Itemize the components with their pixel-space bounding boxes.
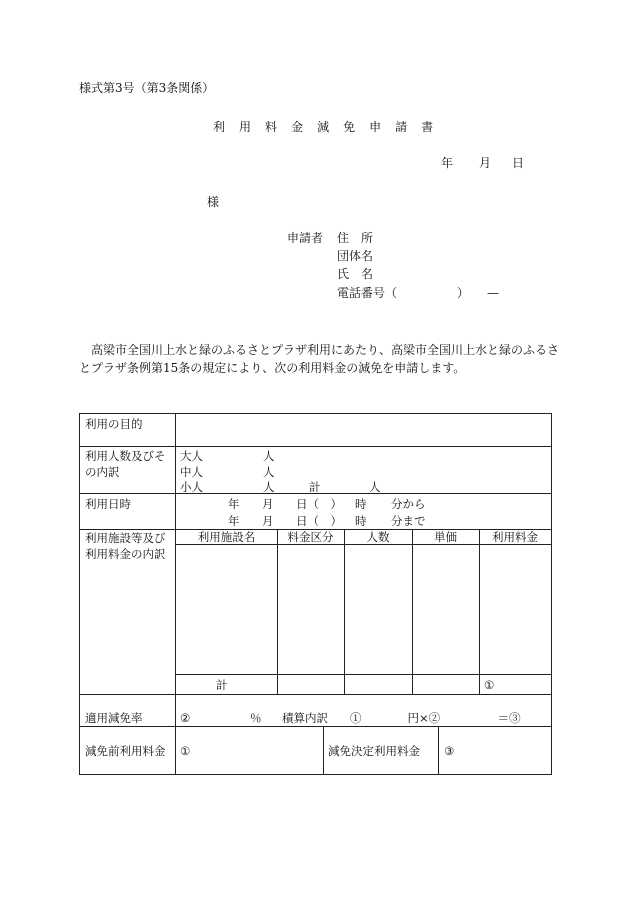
title-char: 利 bbox=[213, 120, 226, 134]
applicant-address: 住 所 bbox=[337, 231, 374, 245]
date-day: 日 bbox=[512, 156, 525, 170]
end-hour: 時 bbox=[355, 514, 367, 528]
col-header-fee-class: 料金区分 bbox=[287, 530, 334, 544]
child-label: 小人 bbox=[180, 480, 203, 494]
middle-unit: 人 bbox=[263, 465, 275, 479]
facility-sum-mark: ① bbox=[484, 678, 495, 692]
body-text-line: 高梁市全国川上水と緑のふるさとプラザ利用にあたり、高梁市全国川上水と緑のふるさ bbox=[79, 343, 560, 357]
end-month: 月 bbox=[262, 514, 274, 528]
addressee-honorific: 様 bbox=[207, 195, 220, 209]
end-year: 年 bbox=[228, 514, 240, 528]
col-header-fee: 利用料金 bbox=[492, 530, 538, 544]
rate-percent: ％ bbox=[250, 711, 262, 725]
start-hour: 時 bbox=[355, 497, 367, 511]
purpose-label: 利用の目的 bbox=[85, 417, 143, 431]
decided-fee-mark: ③ bbox=[444, 744, 455, 758]
datetime-label: 利用日時 bbox=[85, 497, 131, 511]
document-title bbox=[213, 120, 433, 134]
applicant-name: 氏 名 bbox=[337, 267, 374, 281]
title-char: 申 bbox=[369, 120, 382, 134]
end-minute: 分まで bbox=[391, 514, 426, 528]
body-text-line: とプラザ条例第15条の規定により、次の利用料金の減免を申請します。 bbox=[79, 361, 466, 375]
col-header-unit-price: 単価 bbox=[434, 530, 457, 544]
title-char: 書 bbox=[421, 120, 434, 134]
start-day: 日（ ） bbox=[296, 497, 342, 511]
title-char: 請 bbox=[395, 120, 408, 134]
before-fee-mark: ① bbox=[180, 744, 191, 758]
applicant-phone: 電話番号（ ） — bbox=[337, 286, 500, 300]
middle-label: 中人 bbox=[180, 465, 203, 479]
before-fee-label: 減免前利用料金 bbox=[85, 744, 166, 758]
people-label: の内訳 bbox=[85, 465, 120, 479]
facility-label: 利用料金の内訳 bbox=[85, 547, 166, 561]
date-line bbox=[441, 156, 524, 170]
rate-mark: ② bbox=[180, 711, 191, 725]
people-total-unit: 人 bbox=[369, 480, 381, 494]
end-day: 日（ ） bbox=[296, 514, 342, 528]
people-label: 利用人数及びそ bbox=[85, 449, 166, 463]
facility-label: 利用施設等及び bbox=[85, 531, 166, 545]
title-char: 減 bbox=[317, 120, 330, 134]
date-month: 月 bbox=[479, 156, 492, 170]
applicant-label: 申請者 bbox=[287, 231, 324, 245]
col-header-count: 人数 bbox=[366, 530, 390, 544]
adult-label: 大人 bbox=[180, 449, 203, 463]
purpose-field[interactable] bbox=[177, 415, 550, 445]
facility-sum-label: 計 bbox=[216, 678, 228, 692]
title-char: 料 bbox=[265, 120, 278, 134]
child-unit: 人 bbox=[263, 480, 275, 494]
calc-label: 積算内訳 bbox=[282, 711, 328, 725]
calc-formula: ① 円×② ＝③ bbox=[350, 711, 521, 725]
date-year: 年 bbox=[441, 156, 454, 170]
form-number: 様式第3号（第3条関係） bbox=[79, 81, 215, 95]
col-header-facility: 利用施設名 bbox=[197, 530, 256, 544]
application-table bbox=[79, 413, 552, 775]
title-char: 免 bbox=[343, 120, 356, 134]
start-year: 年 bbox=[228, 497, 240, 511]
decided-fee-label: 減免決定利用料金 bbox=[328, 744, 420, 758]
adult-unit: 人 bbox=[263, 449, 275, 463]
rate-label: 適用減免率 bbox=[85, 711, 143, 725]
title-char: 用 bbox=[239, 120, 252, 134]
title-char: 金 bbox=[291, 120, 304, 134]
start-minute: 分から bbox=[391, 497, 426, 511]
applicant-group: 団体名 bbox=[337, 249, 374, 263]
people-total-label: 計 bbox=[309, 480, 321, 494]
start-month: 月 bbox=[262, 497, 274, 511]
